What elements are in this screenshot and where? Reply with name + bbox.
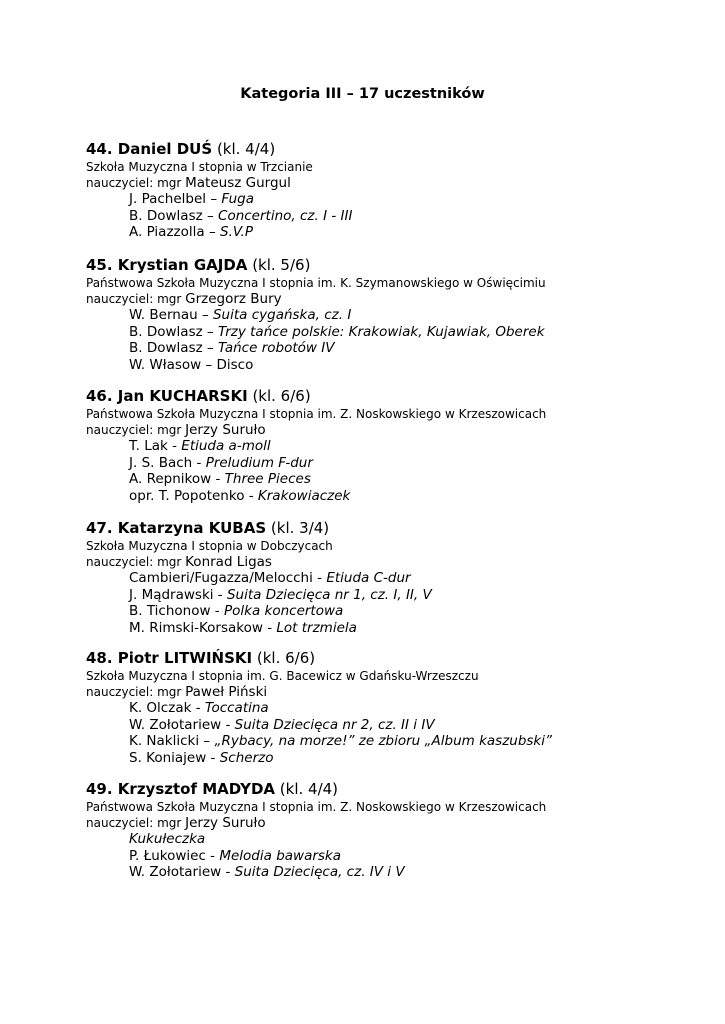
- participant-entry: [86, 139, 706, 241]
- piece-composer: B. Dowlasz –: [129, 323, 219, 340]
- participant-class: (kl. 4/4): [275, 780, 339, 798]
- piece-title: Melodia bawarska: [219, 847, 342, 864]
- piece-title: Suita Dziecięca nr 2, cz. II i IV: [234, 716, 435, 733]
- teacher-name: Jerzy Suruło: [185, 815, 266, 831]
- piece-title: Kukułeczka: [129, 831, 206, 847]
- repertoire-list: [86, 307, 706, 373]
- piece-title: Suita Dziecięca, cz. IV i V: [234, 864, 405, 880]
- school-name: Szkoła Muzyczna I stopnia w Trzcianie: [86, 160, 313, 174]
- repertoire-list: [86, 191, 706, 241]
- piece-composer: B. Dowlasz –: [129, 340, 219, 356]
- participant-number-name: 44. Daniel DUŚ: [86, 140, 213, 158]
- repertoire-list: [86, 438, 706, 504]
- piece-composer: Cambieri/Fugazza/Melocchi -: [129, 570, 327, 586]
- participant-heading: [86, 648, 706, 668]
- piece-composer: B. Tichonow -: [129, 603, 224, 619]
- piece-title: Scherzo: [219, 749, 274, 766]
- participant-entry: [86, 386, 706, 504]
- page-title: Kategoria III – 17 uczestników: [240, 86, 485, 102]
- teacher-prefix: nauczyciel: mgr: [86, 423, 186, 437]
- repertoire-item: [129, 733, 706, 750]
- participant-number-name: 45. Krystian GAJDA: [86, 256, 248, 274]
- repertoire-list: [86, 831, 706, 881]
- participant-heading: [86, 386, 706, 406]
- piece-composer: S. Koniajew -: [129, 749, 220, 766]
- piece-composer: W. Zołotariew -: [129, 716, 235, 733]
- school-name: Szkoła Muzyczna I stopnia im. G. Bacewicz w Gdańsku-Wrzeszczu: [86, 669, 479, 683]
- participant-number-name: 46. Jan KUCHARSKI: [86, 387, 248, 405]
- piece-composer: P. Łukowiec -: [129, 847, 220, 864]
- teacher-prefix: nauczyciel: mgr: [86, 555, 186, 569]
- school-name: Państwowa Szkoła Muzyczna I stopnia im. Z. Noskowskiego w Krzeszowicach: [86, 407, 547, 421]
- piece-title: Trzy tańce polskie: Krakowiak, Kujawiak, Oberek: [218, 323, 545, 340]
- teacher-prefix: nauczyciel: mgr: [86, 816, 186, 830]
- repertoire-list: [86, 570, 706, 636]
- piece-composer: W. Zołotariew -: [129, 864, 235, 880]
- piece-title: Lot trzmiela: [276, 619, 357, 636]
- piece-composer: opr. T. Popotenko -: [129, 487, 258, 504]
- piece-title: Krakowiaczek: [257, 487, 351, 504]
- piece-title: „Rybacy, na morze!” ze zbioru „Album kaszubski”: [214, 733, 552, 749]
- repertoire-item: [129, 717, 706, 734]
- school-name: Państwowa Szkoła Muzyczna I stopnia im. Z. Noskowskiego w Krzeszowicach: [86, 800, 547, 814]
- school-name: Państwowa Szkoła Muzyczna I stopnia im. K. Szymanowskiego w Oświęcimiu: [86, 276, 546, 290]
- teacher-name: Konrad Ligas: [185, 554, 272, 570]
- participant-class: (kl. 3/4): [266, 519, 330, 537]
- teacher-prefix: nauczyciel: mgr: [86, 292, 186, 306]
- piece-composer: T. Lak -: [129, 438, 182, 454]
- participant-number-name: 48. Piotr LITWIŃSKI: [86, 649, 253, 667]
- participant-entry: [86, 255, 706, 373]
- repertoire-item: [129, 750, 706, 767]
- piece-title: Tańce robotów IV: [218, 340, 335, 356]
- piece-composer: W. Własow – Disco: [129, 356, 254, 373]
- teacher-line: [86, 291, 706, 307]
- participant-entry: [86, 518, 706, 636]
- teacher-name: Mateusz Gurgul: [185, 175, 291, 191]
- repertoire-item: [129, 587, 706, 604]
- repertoire-item: [129, 340, 706, 357]
- participant-number-name: 49. Krzysztof MADYDA: [86, 780, 276, 798]
- participant-class: (kl. 6/6): [252, 649, 316, 667]
- piece-title: Suita Dziecięca nr 1, cz. I, II, V: [226, 586, 432, 603]
- participant-class: (kl. 5/6): [247, 256, 311, 274]
- repertoire-item: [129, 357, 706, 374]
- repertoire-item: [129, 324, 706, 341]
- participant-class: (kl. 4/4): [212, 140, 276, 158]
- repertoire-item: [129, 488, 706, 505]
- repertoire-item: [129, 191, 706, 208]
- piece-composer: W. Bernau –: [129, 307, 213, 323]
- repertoire-item: [129, 208, 706, 225]
- piece-composer: A. Piazzolla –: [129, 224, 220, 240]
- teacher-line: [86, 422, 706, 438]
- participant-entry: [86, 648, 706, 766]
- piece-title: Polka koncertowa: [223, 603, 344, 619]
- teacher-line: [86, 815, 706, 831]
- repertoire-item: [129, 471, 706, 488]
- piece-composer: M. Rimski-Korsakow -: [129, 619, 277, 636]
- piece-title: Preludium F-dur: [205, 454, 313, 471]
- repertoire-item: [129, 307, 706, 324]
- piece-composer: A. Repnikow -: [129, 471, 225, 487]
- piece-composer: K. Olczak -: [129, 700, 205, 716]
- repertoire-item: [129, 831, 706, 848]
- piece-composer: K. Naklicki –: [129, 733, 215, 749]
- teacher-line: [86, 554, 706, 570]
- repertoire-item: [129, 570, 706, 587]
- repertoire-item: [129, 848, 706, 865]
- teacher-name: Paweł Piński: [185, 684, 268, 700]
- piece-title: Three Pieces: [224, 471, 311, 487]
- participant-class: (kl. 6/6): [247, 387, 311, 405]
- repertoire-item: [129, 455, 706, 472]
- repertoire-item: [129, 438, 706, 455]
- piece-composer: B. Dowlasz –: [129, 207, 219, 224]
- repertoire-list: [86, 700, 706, 766]
- teacher-name: Grzegorz Bury: [185, 291, 282, 307]
- piece-title: Suita cygańska, cz. I: [212, 307, 352, 323]
- piece-composer: J. Pachelbel –: [129, 191, 222, 207]
- piece-title: S.V.P: [220, 224, 253, 240]
- teacher-line: [86, 684, 706, 700]
- participant-heading: [86, 139, 706, 159]
- piece-title: Etiuda C-dur: [326, 570, 411, 586]
- piece-title: Fuga: [221, 191, 254, 207]
- participant-number-name: 47. Katarzyna KUBAS: [86, 519, 267, 537]
- teacher-prefix: nauczyciel: mgr: [86, 685, 186, 699]
- repertoire-item: [129, 224, 706, 241]
- piece-title: Concertino, cz. I - III: [218, 207, 353, 224]
- repertoire-item: [129, 603, 706, 620]
- teacher-name: Jerzy Suruło: [185, 422, 266, 438]
- piece-composer: J. S. Bach -: [129, 454, 206, 471]
- school-name: Szkoła Muzyczna I stopnia w Dobczycach: [86, 539, 333, 553]
- repertoire-item: [129, 620, 706, 637]
- participant-heading: [86, 518, 706, 538]
- participant-heading: [86, 255, 706, 275]
- repertoire-item: [129, 700, 706, 717]
- teacher-prefix: nauczyciel: mgr: [86, 176, 186, 190]
- piece-title: Etiuda a-moll: [181, 438, 271, 454]
- repertoire-item: [129, 864, 706, 881]
- piece-title: Toccatina: [204, 700, 269, 716]
- teacher-line: [86, 175, 706, 191]
- participant-entry: [86, 779, 706, 881]
- participant-heading: [86, 779, 706, 799]
- piece-composer: J. Mądrawski -: [129, 586, 227, 603]
